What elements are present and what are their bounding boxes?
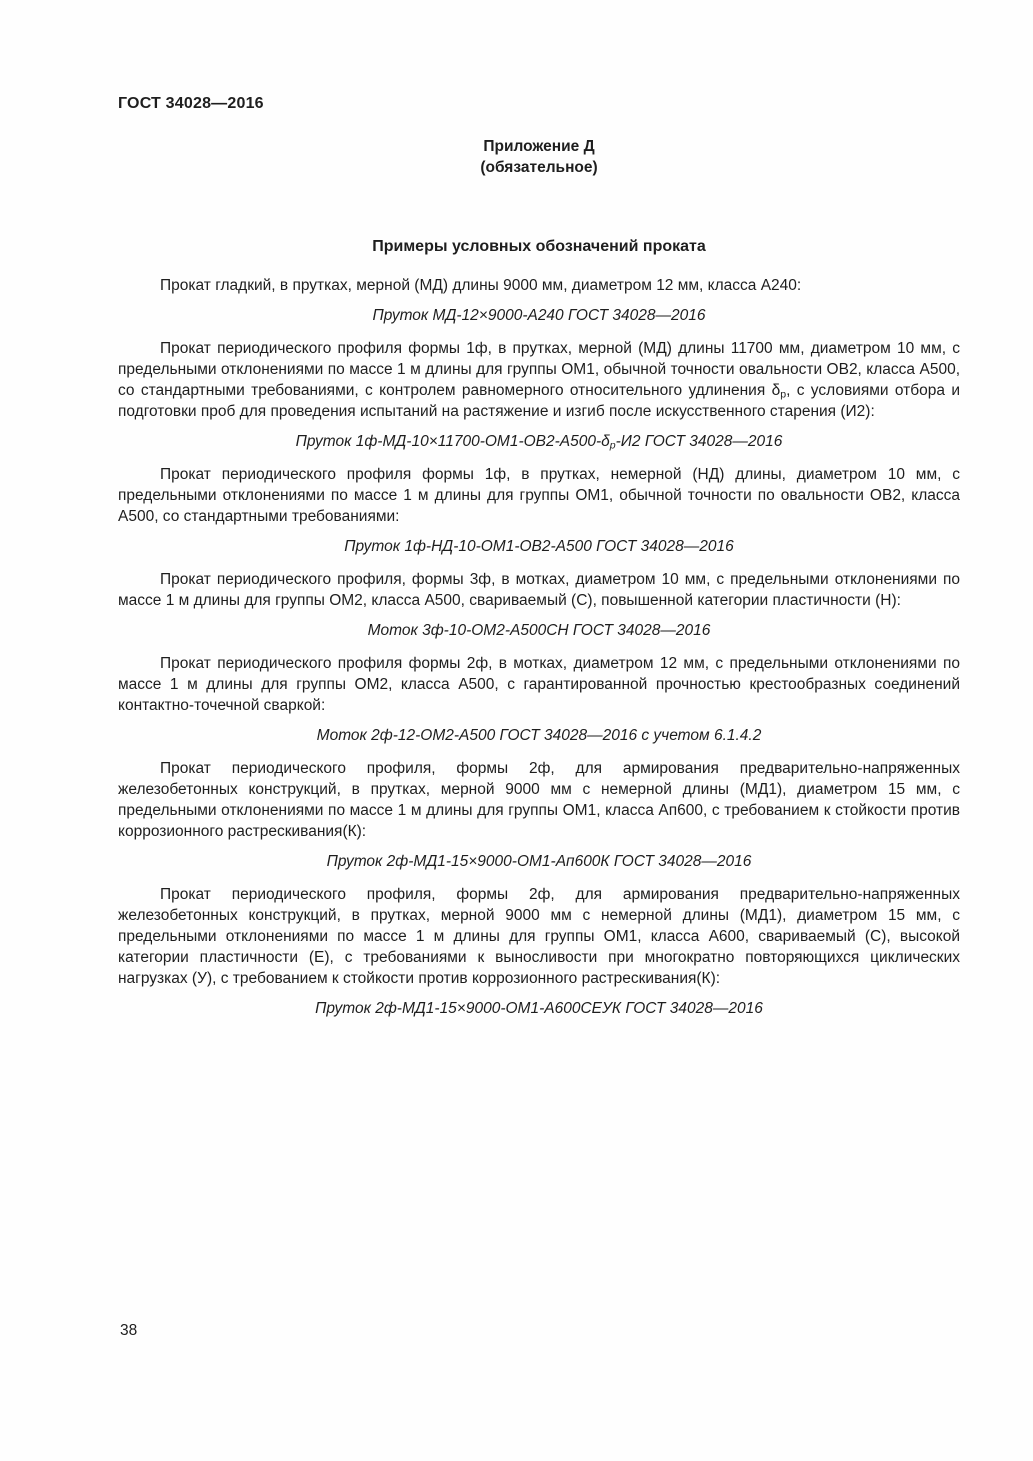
appendix-label: Приложение Д xyxy=(483,138,595,155)
example-designation: Пруток МД-12×9000-А240 ГОСТ 34028—2016 xyxy=(372,307,706,324)
appendix-heading xyxy=(118,136,960,178)
page-number: 38 xyxy=(120,1322,138,1339)
example-description: Прокат периодического профиля, формы 3ф, в мотках, диаметром 10 мм, с предельными отклонениями по массе 1 м длины для группы ОМ2, класса А500, свариваемый (С), повышенной категории пластичности (Н): xyxy=(118,571,960,609)
delta-p-subscript: р xyxy=(780,388,787,401)
designation-example-6 xyxy=(118,758,960,872)
designation-example-1 xyxy=(118,275,960,326)
designation-example-7 xyxy=(118,884,960,1019)
example-description xyxy=(118,338,960,422)
example-description: Прокат гладкий, в прутках, мерной (МД) длины 9000 мм, диаметром 12 мм, класса А240: xyxy=(160,277,802,294)
example-designation: Пруток 2ф-МД1-15×9000-ОМ1-А600СЕУК ГОСТ 34028—2016 xyxy=(315,1000,763,1017)
section-title: Примеры условных обозначений проката xyxy=(372,238,706,255)
example-description: Прокат периодического профиля, формы 2ф, для армирования предварительно-напряженных железобетонных конструкций, в прутках, мерной 9000 мм с немерной длины (МД1), диаметром 15 мм, с предельными отклонениями по массе 1 м длины для группы ОМ1, класса Ап600, с требованием к стойкости против коррозионного растрескивания(К): xyxy=(118,760,960,840)
standard-code-header: ГОСТ 34028—2016 xyxy=(118,95,264,112)
description-text-pre: Прокат периодического профиля формы 1ф, в прутках, мерной (МД) длины 11700 мм, диаметром 10 мм, с предельными отклонениями по массе 1 м длины для группы ОМ1, обычной точности овальности ОВ2, класса А500, со стандартными требованиями, с контролем равномерного относительного удлинения δ xyxy=(118,340,960,399)
appendix-kind: (обязательное) xyxy=(480,159,598,176)
example-designation: Моток 2ф-12-ОМ2-А500 ГОСТ 34028—2016 с учетом 6.1.4.2 xyxy=(316,727,762,744)
designation-example-2 xyxy=(118,338,960,452)
designation-example-3 xyxy=(118,464,960,557)
example-designation: Моток 3ф-10-ОМ2-А500СН ГОСТ 34028—2016 xyxy=(367,622,711,639)
delta-p-subscript: р xyxy=(609,439,616,452)
example-description: Прокат периодического профиля формы 1ф, в прутках, немерной (НД) длины, диаметром 10 мм, с предельными отклонениями по массе 1 м длины для группы ОМ1, обычной точности по овальности ОВ2, класса А500, со стандартными требованиями: xyxy=(118,466,960,525)
description-text-post: , с условиями отбора и подготовки проб для проведения испытаний на растяжение и изгиб после искусственного старения (И2): xyxy=(118,382,960,420)
example-description: Прокат периодического профиля формы 2ф, в мотках, диаметром 12 мм, с предельными отклонениями по массе 1 м длины для группы ОМ2, класса А500, с гарантированной прочностью крестообразных соединений контактно-точечной сваркой: xyxy=(118,655,960,714)
example-description: Прокат периодического профиля, формы 2ф, для армирования предварительно-напряженных железобетонных конструкций, в прутках, мерной 9000 мм с немерной длины (МД1), диаметром 15 мм, с предельными отклонениями по массе 1 м длины для группы ОМ1, класса А600, свариваемый (С), высокой категории пластичности (Е), с требованиями к выносливости при многократно повторяющихся циклических нагрузках (У), с требованием к стойкости против коррозионного растрескивания(К): xyxy=(118,886,960,987)
designation-text-pre: Пруток 1ф-МД-10×11700-ОМ1-ОВ2-А500-δ xyxy=(295,433,610,450)
example-designation: Пруток 2ф-МД1-15×9000-ОМ1-Ап600К ГОСТ 34028—2016 xyxy=(326,853,752,870)
designation-example-4 xyxy=(118,569,960,641)
designation-example-5 xyxy=(118,653,960,746)
example-designation: Пруток 1ф-НД-10-ОМ1-ОВ2-А500 ГОСТ 34028—2016 xyxy=(344,538,734,555)
designation-text-post: -И2 ГОСТ 34028—2016 xyxy=(615,433,783,450)
example-designation xyxy=(118,431,960,452)
